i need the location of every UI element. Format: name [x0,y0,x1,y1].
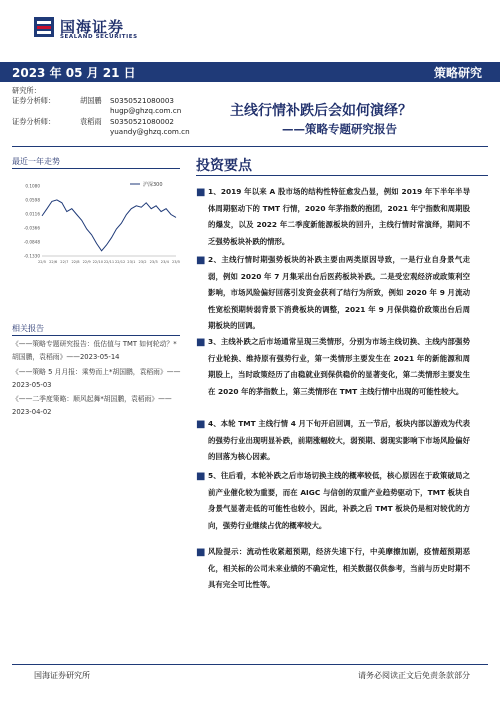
related-report-link[interactable]: 《——策略专题研究报告：低估值与 TMT 如何轮动？*胡国鹏，袁稻雨》——2023-05-14 [12,340,177,361]
footer-institute: 国海证券研究所 [34,671,90,680]
footer-disclaimer: 请务必阅读正文后免责条款部分 [358,671,470,680]
y-tick-label: -0.1330 [23,253,40,259]
report-date: 2023 年 05 月 21 日 [12,66,136,80]
trend-chart [12,176,182,268]
x-tick-label: 22/12 [114,260,126,264]
legend-label: 沪深300 [143,182,163,188]
logo-text-cn: 国海证券 [60,18,125,36]
analyst-name: 胡国鹏 [80,96,102,105]
x-tick-label: 22/5 [37,260,47,264]
key-points-heading: 投资要点 [196,158,252,174]
divider [196,175,488,176]
analyst-email: yuandy@ghzq.com.cn [110,127,190,136]
sealand-logo-icon [34,17,54,37]
report-category: 策略研究 [433,66,482,80]
x-tick-label: 23/1 [127,260,136,264]
y-tick-label: 0.0116 [25,211,40,217]
x-tick-label: 23/5 [171,260,181,264]
divider [12,168,180,169]
x-tick-label: 22/11 [103,260,115,264]
key-point-paragraph: 1、2019 年以来 A 股市场的结构性特征愈发凸显，例如 2019 年下半年半导体周期驱动下的 TMT 行情，2020 年茅指数的抱团，2021 年宁指数和周期股的爆发，以及 2022 年二季度新能源板块的回升，主线行情时常演绎，期间不乏强势板块补跌的情形。 [208,187,470,246]
bullet-icon: ■ [196,255,206,266]
key-point-paragraph: 2、主线行情时期强势板块的补跌主要由两类原因导致，一是行业自身景气走弱，例如 2020 年 7 月集采出台后医药板块补跌。二是受宏观经济或政策利空影响，市场风险偏好回落引发资金获利了结行为所致，例如 2020 年 9 月流动性宽松预期转弱背景下消费板块的调整，2021 年 9 月保供稳价政策出台后周期板块的回调。 [208,255,470,331]
report-title: 主线行情补跌后会如何演绎？ [230,103,412,119]
bullet-icon: ■ [196,337,206,348]
bullet-icon: ■ [196,547,206,558]
logo-text-en: SEALAND SECURITIES [60,34,138,40]
series-line-hs300 [42,200,176,251]
x-tick-label: 22/10 [92,260,104,264]
x-tick-label: 22/8 [71,260,80,264]
key-point-paragraph: 4、本轮 TMT 主线行情 4 月下旬开启回调，五一节后，板块内部以游戏为代表的强势行业出现明显补跌，前期涨幅较大，弱预期、弱现实影响下市场风险偏好的回落为核心因素。 [208,419,470,462]
bullet-icon: ■ [196,187,206,198]
divider [12,335,180,336]
y-tick-label: -0.0366 [23,225,40,231]
y-tick-label: 0.1080 [25,183,40,189]
key-point-paragraph: 3、主线补跌之后市场通常呈现三类情形，分别为市场主线切换、主线内部强势行业轮换、维持原有强势行业，第一类情形主要发生在 2021 年的新能源和周期股上，当时政策经历了由稳就业到保供稳价的显著变化，第二类情形主要发生在 2020 年的茅指数上，第三类情形在 TMT 主线行情中出现的可能性较大。 [208,337,470,396]
x-tick-label: 23/3 [149,260,158,264]
y-tick-label: -0.0848 [23,239,40,245]
key-point-paragraph: 5、往后看，本轮补跌之后市场切换主线的概率较低，核心原因在于政策破局之前产业催化较为重要，而在 AIGC 与信创的双重产业趋势驱动下，TMT 板块自身景气显著走低的可能性也较小，因此，补跌之后 TMT 板块仍是相对较优的方向，强势行业继续占优的概率较大。 [208,471,470,530]
risk-warning-paragraph: 风险提示：流动性收紧超预期，经济失速下行，中美摩擦加剧，疫情超预期恶化，相关标的公司未来业绩的不确定性，相关数据仅供参考，当前与历史时期不具有完全可比性等。 [208,547,470,590]
analyst-name: 袁稻雨 [80,117,102,126]
analyst-role: 证券分析师： [12,96,56,105]
analyst-license-id: S0350521080003 [110,96,175,105]
bullet-icon: ■ [196,471,206,482]
analyst-license-id: S0350521080002 [110,117,175,126]
related-heading: 相关报告 [12,324,44,333]
institute-label: 研究所： [12,86,41,95]
report-subtitle: ——策略专题研究报告 [282,122,397,136]
trend-heading: 最近一年走势 [12,157,60,166]
x-tick-label: 22/6 [49,260,58,264]
analyst-email: hugp@ghzq.com.cn [110,106,182,115]
analyst-role: 证券分析师： [12,117,56,126]
x-tick-label: 22/7 [60,260,69,264]
x-tick-label: 22/9 [82,260,91,264]
bullet-icon: ■ [196,419,206,430]
x-tick-label: 23/2 [138,260,147,264]
y-tick-label: 0.0598 [25,197,40,203]
related-report-link[interactable]: 《——策略 5 月月报：乘势而上*胡国鹏，袁稻雨》——2023-05-03 [12,368,181,389]
x-tick-label: 23/4 [160,260,169,264]
divider [12,146,488,147]
footer-divider [12,664,488,665]
related-report-link[interactable]: 《——二季度策略：顺风起舞*胡国鹏，袁稻雨》——2023-04-02 [12,395,172,416]
